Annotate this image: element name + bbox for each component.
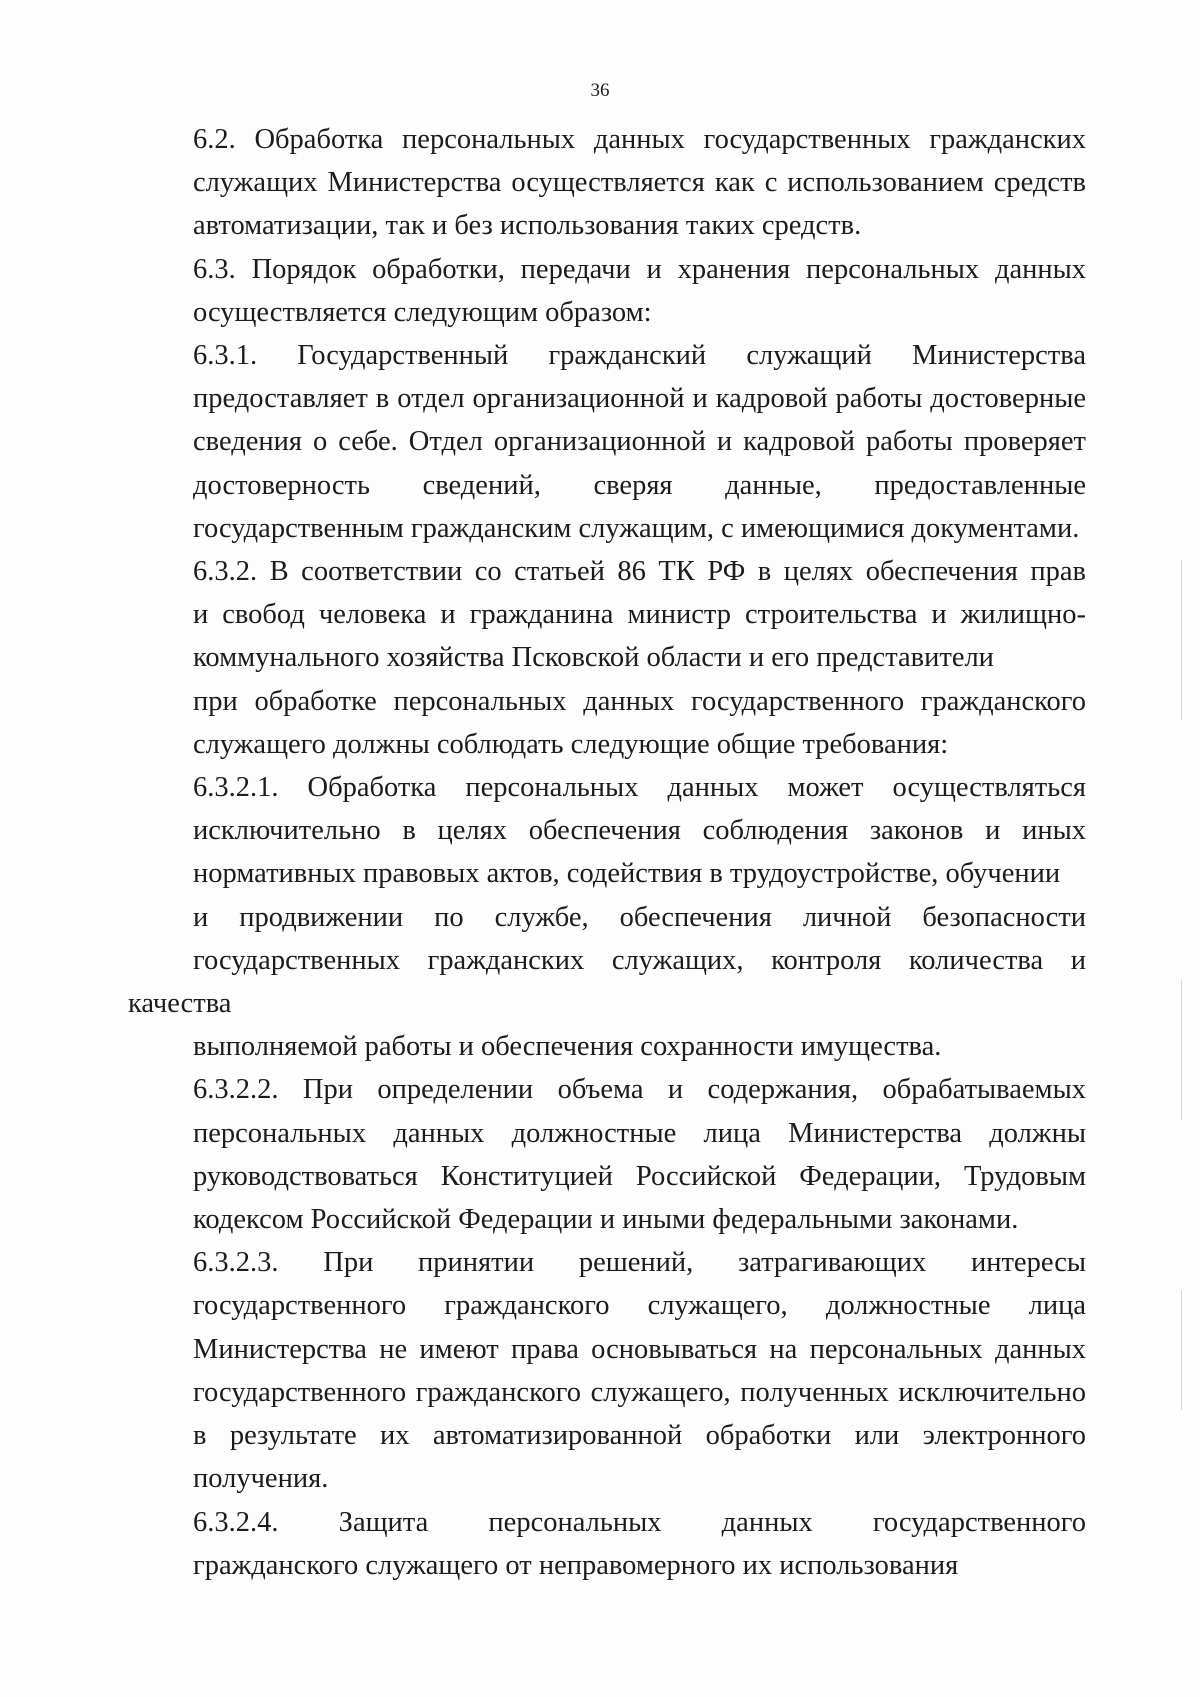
- paragraph-6-3-2-4: [128, 1501, 1086, 1587]
- text-line: получения.: [193, 1463, 329, 1495]
- text-line: 6.3.2.1. Обработка персональных данных может осуществляться: [193, 772, 1086, 804]
- paragraph-6-3-1: [128, 334, 1086, 550]
- text-line: 6.3.2.2. При определении объема и содержания, обрабатываемых: [193, 1074, 1086, 1106]
- text-line: государственного гражданского служащего, должностные лица: [193, 1290, 1086, 1322]
- text-line: выполняемой работы и обеспечения сохранности имущества.: [193, 1031, 942, 1063]
- text-line: 6.2. Обработка персональных данных государственных гражданских: [193, 124, 1086, 155]
- document-body: [128, 118, 1086, 1587]
- text-line: руководствоваться Конституцией Российской Федерации, Трудовым: [193, 1160, 1086, 1192]
- scan-artifact-line: [1181, 560, 1182, 720]
- text-line: сведения о себе. Отдел организационной и кадровой работы проверяет: [193, 426, 1086, 458]
- paragraph-6-3-2-3: [128, 1241, 1086, 1500]
- text-line: 6.3.2.3. При принятии решений, затрагивающих интересы: [193, 1247, 1086, 1279]
- scan-artifact-line: [1181, 1290, 1182, 1410]
- scan-artifact-line: [1181, 980, 1182, 1120]
- paragraph-6-3-2-2: [128, 1068, 1086, 1241]
- text-line: осуществляется следующим образом:: [193, 296, 652, 328]
- text-line: достоверность сведений, сверяя данные, предоставленные: [193, 469, 1086, 501]
- page-number: 36: [590, 80, 610, 101]
- paragraph-6-3-2-1: [128, 766, 1086, 1068]
- text-line: нормативных правовых актов, содействия в трудоустройстве, обучении: [193, 858, 1061, 890]
- text-line: государственных гражданских служащих, контроля количества и качества: [128, 944, 1086, 1020]
- text-line: 6.3.1. Государственный гражданский служащий Министерства: [193, 340, 1086, 372]
- text-line: государственным гражданским служащим, с имеющимися документами.: [193, 512, 1080, 544]
- paragraph-6-2: [128, 118, 1086, 248]
- text-line: в результате их автоматизированной обработки или электронного: [193, 1420, 1086, 1452]
- paragraph-6-3: [128, 248, 1086, 334]
- text-line: и продвижении по службе, обеспечения личной безопасности: [193, 901, 1086, 933]
- text-line: 6.3.2.4. Защита персональных данных государственного: [193, 1506, 1086, 1538]
- text-line: коммунального хозяйства Псковской области и его представители: [193, 642, 994, 674]
- text-line: государственного гражданского служащего, полученных исключительно: [193, 1376, 1086, 1408]
- text-line: автоматизации, так и без использования таких средств.: [193, 210, 862, 242]
- text-line: кодексом Российской Федерации и иными федеральными законами.: [193, 1204, 1019, 1236]
- text-line: гражданского служащего от неправомерного их использования: [193, 1549, 959, 1581]
- text-line: 6.3.2. В соответствии со статьей 86 ТК РФ в целях обеспечения прав: [193, 556, 1086, 588]
- text-line: служащего должны соблюдать следующие общие требования:: [193, 728, 949, 760]
- text-line: исключительно в целях обеспечения соблюдения законов и иных: [193, 815, 1086, 847]
- text-line: Министерства не имеют права основываться на персональных данных: [193, 1333, 1086, 1365]
- text-line: и свобод человека и гражданина министр строительства и жилищно-: [193, 599, 1086, 631]
- text-line: служащих Министерства осуществляется как с использованием средств: [193, 167, 1086, 199]
- text-line: персональных данных должностные лица Министерства должны: [193, 1117, 1086, 1149]
- text-line: предоставляет в отдел организационной и кадровой работы достоверные: [193, 383, 1086, 415]
- paragraph-6-3-2: [128, 550, 1086, 766]
- text-line: 6.3. Порядок обработки, передачи и хранения персональных данных: [193, 253, 1086, 285]
- text-line: при обработке персональных данных государственного гражданского: [193, 685, 1086, 717]
